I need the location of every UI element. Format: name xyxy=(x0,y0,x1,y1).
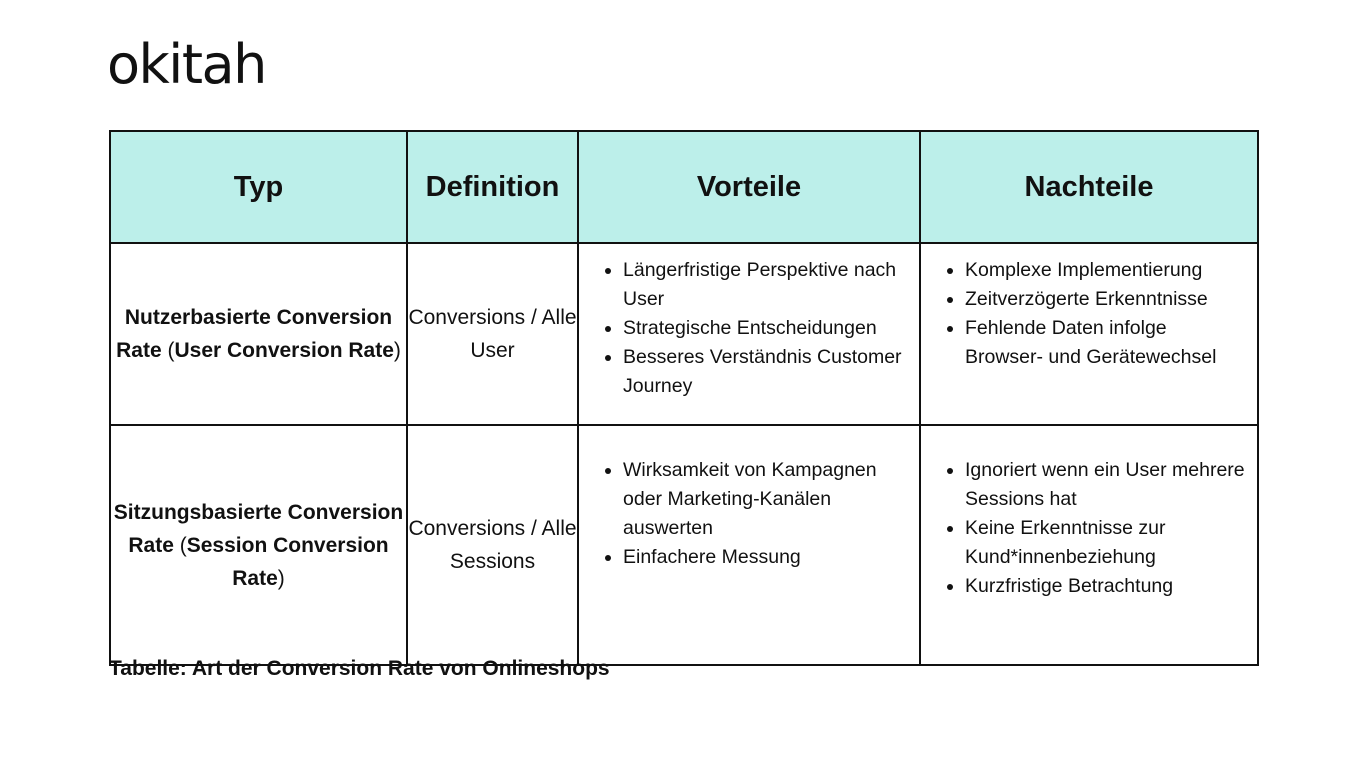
list-item: • Komplexe Implementierung xyxy=(965,256,1245,285)
table-row xyxy=(110,243,1258,425)
list-item: • Einfachere Messung xyxy=(623,543,907,572)
type-paren-open: ( xyxy=(167,339,175,362)
type-english-name: User Conversion Rate xyxy=(174,339,394,362)
header-typ: Typ xyxy=(110,131,407,243)
definition-cell: Conversions / Alle Sessions xyxy=(407,425,578,665)
nachteile-list xyxy=(921,456,1257,601)
list-item: • Besseres Verständnis Customer Journey xyxy=(623,343,907,401)
nachteile-cell xyxy=(920,243,1258,425)
header-nachteile: Nachteile xyxy=(920,131,1258,243)
table-header-row xyxy=(110,131,1258,243)
vorteile-list xyxy=(579,456,919,572)
type-english-name: Session Conversion Rate xyxy=(186,533,389,590)
nachteile-list xyxy=(921,256,1257,372)
type-paren-close: ) xyxy=(277,566,285,590)
vorteile-cell xyxy=(578,243,920,425)
list-item: • Fehlende Daten infolge Browser- und Gerätewechsel xyxy=(965,314,1245,372)
table-row xyxy=(110,425,1258,665)
type-name: Nutzerbasierte Conversion Rate xyxy=(116,306,393,362)
list-item: • Zeitverzögerte Erkenntnisse xyxy=(965,285,1245,314)
list-item: • Ignoriert wenn ein User mehrere Sessions hat xyxy=(965,456,1245,514)
list-item: • Kurzfristige Betrachtung xyxy=(965,572,1245,601)
type-cell xyxy=(110,425,407,665)
type-paren-close: ) xyxy=(393,339,401,362)
list-item: • Wirksamkeit von Kampagnen oder Marketing-Kanälen auswerten xyxy=(623,456,907,543)
table-caption: Tabelle: Art der Conversion Rate von Onlineshops xyxy=(109,657,610,680)
type-cell xyxy=(110,243,407,425)
conversion-rate-table xyxy=(109,130,1259,666)
header-vorteile: Vorteile xyxy=(578,131,920,243)
definition-cell: Conversions / Alle User xyxy=(407,243,578,425)
list-item: • Keine Erkenntnisse zur Kund*innenbeziehung xyxy=(965,514,1245,572)
vorteile-list xyxy=(579,256,919,401)
list-item: • Längerfristige Perspektive nach User xyxy=(623,256,907,314)
header-definition: Definition xyxy=(407,131,578,243)
vorteile-cell xyxy=(578,425,920,665)
brand-logo: okitah xyxy=(107,33,266,96)
type-paren-open: ( xyxy=(179,533,187,557)
nachteile-cell xyxy=(920,425,1258,665)
type-name: Sitzungsbasierte Conversion Rate xyxy=(113,500,404,557)
list-item: • Strategische Entscheidungen xyxy=(623,314,907,343)
